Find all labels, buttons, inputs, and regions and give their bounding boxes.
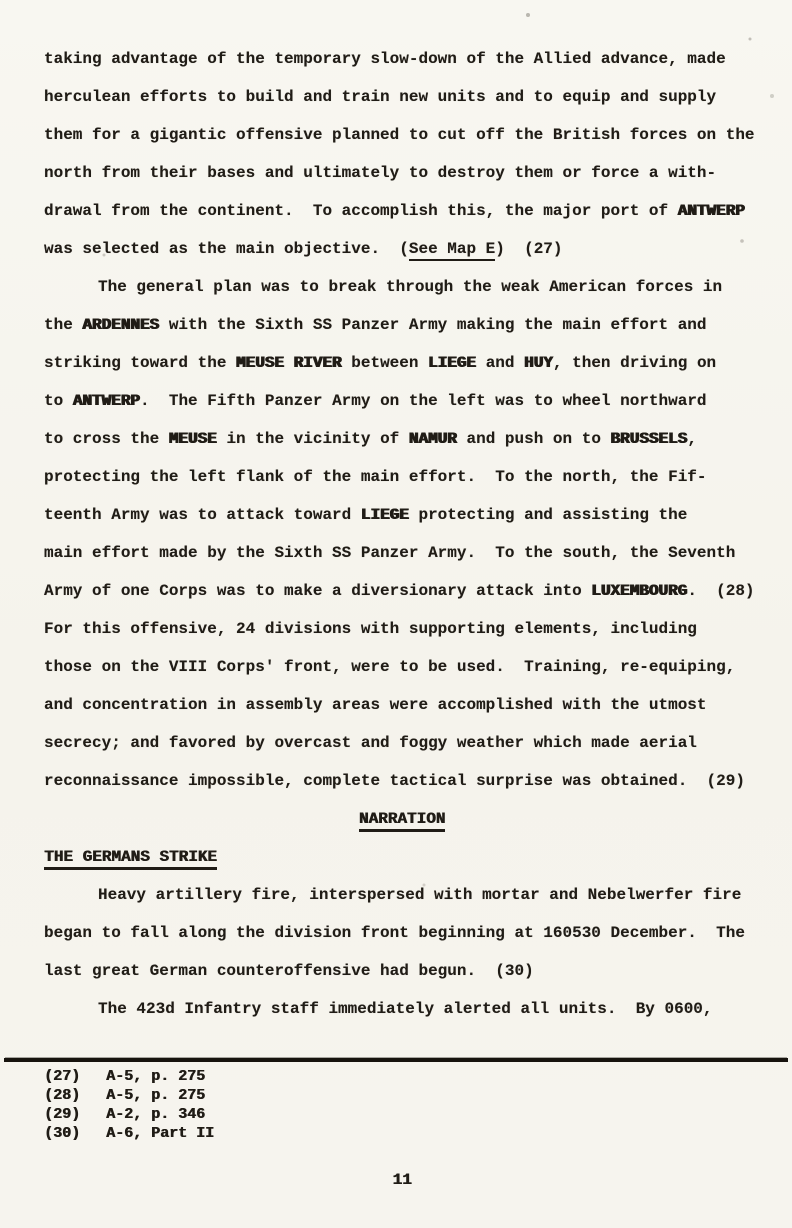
- place-name: MEUSE: [168, 430, 217, 448]
- text-segment: to: [44, 392, 73, 410]
- text-segment: . (28): [687, 582, 755, 600]
- text-line: [44, 268, 760, 306]
- text-segment: was selected as the main objective. (: [44, 240, 409, 258]
- text-line: [44, 306, 760, 344]
- text-segment: ) (27): [495, 240, 563, 258]
- text-line: [44, 648, 760, 686]
- place-name: LUXEMBOURG: [591, 582, 688, 600]
- text-segment: north from their bases and ultimately to destroy them or force a with-: [44, 164, 717, 182]
- text-segment: to cross the: [44, 430, 169, 448]
- place-name: ARDENNES: [82, 316, 160, 334]
- footnote-ref: (29): [44, 1106, 81, 1123]
- text-segment: with the Sixth SS Panzer Army making the main effort and: [159, 316, 707, 334]
- text-line: [44, 192, 760, 230]
- text-line: [44, 40, 760, 78]
- footnote: [44, 1067, 760, 1086]
- section-heading-text: NARRATION: [359, 810, 445, 832]
- document-body: [44, 40, 760, 1028]
- text-line: [44, 496, 760, 534]
- text-segment: protecting the left flank of the main effort. To the north, the Fif-: [44, 468, 707, 486]
- text-segment: in the vicinity of: [216, 430, 409, 448]
- text-segment: those on the VIII Corps' front, were to be used. Training, re-equiping,: [44, 658, 736, 676]
- text-segment: and: [476, 354, 525, 372]
- paragraph: [44, 990, 760, 1028]
- section-heading: [44, 838, 760, 876]
- place-name: HUY: [524, 354, 553, 372]
- place-name: BRUSSELS: [610, 430, 688, 448]
- footnote: [44, 1086, 760, 1105]
- text-segment: them for a gigantic offensive planned to cut off the British forces on the: [44, 126, 755, 144]
- map-reference: See Map E: [409, 240, 495, 261]
- place-name: ANTWERP: [677, 202, 745, 220]
- text-line: [44, 952, 760, 990]
- text-segment: The 423d Infantry staff immediately alerted all units. By 0600,: [98, 1000, 713, 1018]
- text-segment: reconnaissance impossible, complete tactical surprise was obtained. (29): [44, 772, 745, 790]
- footnote-text: A-5, p. 275: [106, 1068, 206, 1085]
- footnote-ref: (27): [44, 1068, 81, 1085]
- text-line: [44, 876, 760, 914]
- place-name: LIEGE: [428, 354, 477, 372]
- text-line: [44, 230, 760, 268]
- place-name: LIEGE: [360, 506, 409, 524]
- footnote-text: A-6, Part II: [106, 1125, 215, 1142]
- text-line: [44, 344, 760, 382]
- text-segment: and concentration in assembly areas were accomplished with the utmost: [44, 696, 707, 714]
- place-name: NAMUR: [408, 430, 457, 448]
- text-segment: Heavy artillery fire, interspersed with mortar and Nebelwerfer fire: [98, 886, 742, 904]
- footnote: [44, 1124, 760, 1143]
- text-line: [44, 990, 760, 1028]
- text-segment: teenth Army was to attack toward: [44, 506, 361, 524]
- section-heading-text: THE GERMANS STRIKE: [44, 848, 217, 870]
- page-number: 11: [392, 1171, 412, 1189]
- footnote-ref: (28): [44, 1087, 81, 1104]
- text-segment: secrecy; and favored by overcast and foggy weather which made aerial: [44, 734, 697, 752]
- text-segment: main effort made by the Sixth SS Panzer Army. To the south, the Seventh: [44, 544, 736, 562]
- text-segment: For this offensive, 24 divisions with supporting elements, including: [44, 620, 697, 638]
- text-line: [44, 724, 760, 762]
- text-line: [44, 534, 760, 572]
- text-segment: between: [341, 354, 429, 372]
- text-segment: ,: [687, 430, 697, 448]
- text-segment: the: [44, 316, 83, 334]
- footnotes-list: [44, 1067, 760, 1143]
- text-segment: drawal from the continent. To accomplish this, the major port of: [44, 202, 678, 220]
- text-segment: striking toward the: [44, 354, 237, 372]
- text-segment: Army of one Corps was to make a diversionary attack into: [44, 582, 592, 600]
- text-line: [44, 572, 760, 610]
- paragraph: [44, 268, 760, 800]
- paragraph: [44, 876, 760, 990]
- text-segment: protecting and assisting the: [408, 506, 688, 524]
- text-segment: last great German counteroffensive had begun. (30): [44, 962, 534, 980]
- text-line: [44, 382, 760, 420]
- footnote-ref: (30): [44, 1125, 81, 1142]
- footnote-text: A-5, p. 275: [106, 1087, 206, 1104]
- section-heading: [44, 800, 760, 838]
- text-line: [44, 420, 760, 458]
- text-line: [44, 154, 760, 192]
- place-name: ANTWERP: [72, 392, 141, 410]
- place-name: MEUSE RIVER: [236, 354, 342, 372]
- text-line: [44, 686, 760, 724]
- text-segment: taking advantage of the temporary slow-down of the Allied advance, made: [44, 50, 726, 68]
- text-line: [44, 610, 760, 648]
- text-segment: and push on to: [456, 430, 611, 448]
- footnote-text: A-2, p. 346: [106, 1106, 206, 1123]
- text-segment: , then driving on: [552, 354, 717, 372]
- text-segment: . The Fifth Panzer Army on the left was to wheel northward: [140, 392, 707, 410]
- footnote: [44, 1105, 760, 1124]
- paragraph: [44, 40, 760, 268]
- paper-texture: [0, 0, 2, 2]
- text-line: [44, 116, 760, 154]
- text-line: [44, 762, 760, 800]
- text-line: [44, 78, 760, 116]
- text-segment: The general plan was to break through the weak American forces in: [98, 278, 723, 296]
- text-segment: began to fall along the division front beginning at 160530 December. The: [44, 924, 745, 942]
- text-line: [44, 914, 760, 952]
- text-segment: herculean efforts to build and train new units and to equip and supply: [44, 88, 717, 106]
- footnote-separator: [4, 1058, 788, 1062]
- text-line: [44, 458, 760, 496]
